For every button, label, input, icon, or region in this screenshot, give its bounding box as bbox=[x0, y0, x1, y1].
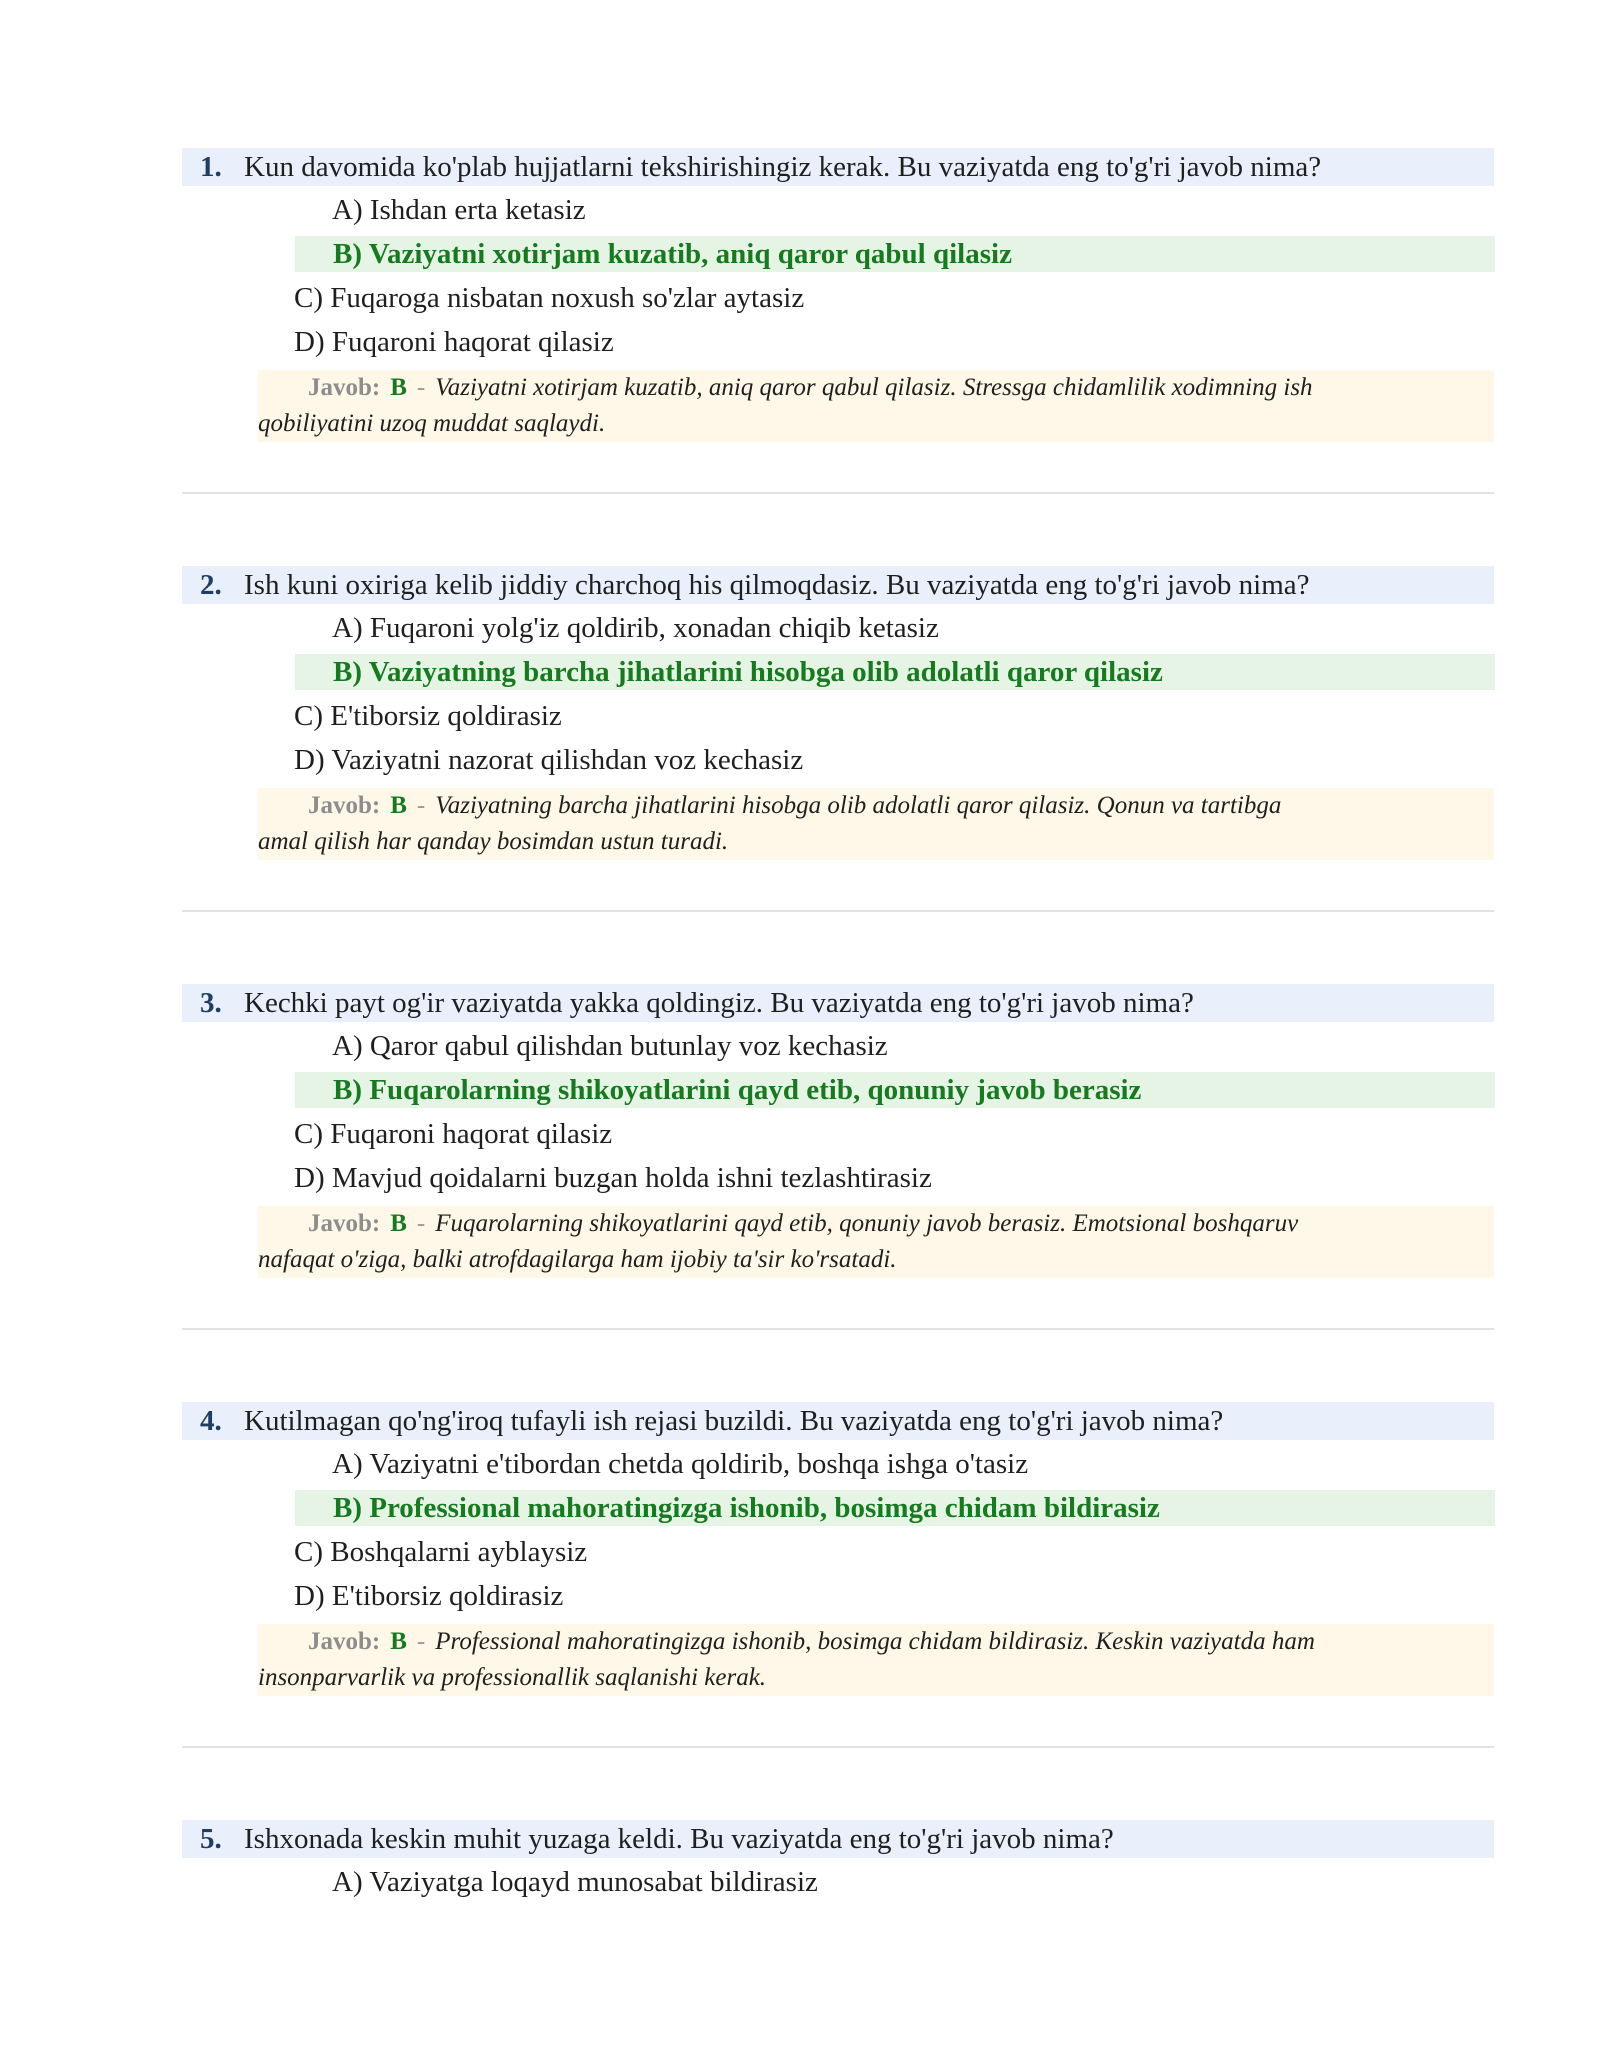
answer-line-2: nafaqat o'ziga, balki atrofdagilarga ham ijobiy ta'sir ko'rsatadi. bbox=[258, 1246, 897, 1273]
answer-text: Vaziyatning barcha jihatlarini hisobga olib adolatli qaror qilasiz. Qonun va tartibga bbox=[435, 792, 1282, 819]
question-divider bbox=[182, 1328, 1494, 1330]
answer-label: Javob: bbox=[308, 792, 381, 819]
question-text: Ish kuni oxiriga kelib jiddiy charchoq his qilmoqdasiz. Bu vaziyatda eng to'g'ri javob nima? bbox=[244, 569, 1310, 601]
answer-label: Javob: bbox=[308, 374, 381, 401]
answer-text: Professional mahoratingizga ishonib, bosimga chidam bildirasiz. Keskin vaziyatda ham bbox=[435, 1628, 1315, 1655]
question-text: Kechki payt og'ir vaziyatda yakka qoldingiz. Bu vaziyatda eng to'g'ri javob nima? bbox=[244, 987, 1194, 1019]
option-b-correct bbox=[295, 1490, 1495, 1526]
answer-label: Javob: bbox=[308, 1210, 381, 1237]
answer-explanation bbox=[258, 370, 1494, 442]
answer-dash: - bbox=[416, 792, 426, 819]
answer-explanation bbox=[258, 1206, 1494, 1278]
question-text: Kutilmagan qo'ng'iroq tufayli ish rejasi buzildi. Bu vaziyatda eng to'g'ri javob nima? bbox=[244, 1405, 1224, 1437]
question-number: 1. bbox=[200, 151, 222, 183]
question-4 bbox=[182, 1402, 1494, 1691]
question-divider bbox=[182, 910, 1494, 912]
question-header bbox=[182, 984, 1494, 1022]
answer-dash: - bbox=[416, 1210, 426, 1237]
answer-dash: - bbox=[416, 374, 426, 401]
question-number: 3. bbox=[200, 987, 222, 1019]
question-5 bbox=[182, 1820, 1494, 1898]
question-text: Kun davomida ko'plab hujjatlarni tekshirishingiz kerak. Bu vaziyatda eng to'g'ri javob nima? bbox=[244, 151, 1322, 183]
answer-text: Vaziyatni xotirjam kuzatib, aniq qaror qabul qilasiz. Stressga chidamlilik xodimning ish bbox=[435, 374, 1313, 401]
question-text: Ishxonada keskin muhit yuzaga keldi. Bu vaziyatda eng to'g'ri javob nima? bbox=[244, 1823, 1114, 1855]
option-c: C) E'tiborsiz qoldirasiz bbox=[294, 700, 562, 732]
answer-dash: - bbox=[416, 1628, 426, 1655]
answer-line-2: insonparvarlik va professionallik saqlanishi kerak. bbox=[258, 1664, 767, 1691]
answer-line-2: amal qilish har qanday bosimdan ustun turadi. bbox=[258, 828, 729, 855]
option-d: D) Fuqaroni haqorat qilasiz bbox=[294, 326, 614, 358]
option-a: A) Qaror qabul qilishdan butunlay voz kechasiz bbox=[332, 1030, 888, 1062]
question-3 bbox=[182, 984, 1494, 1273]
answer-label: Javob: bbox=[308, 1628, 381, 1655]
answer-text: Fuqarolarning shikoyatlarini qayd etib, qonuniy javob berasiz. Emotsional boshqaruv bbox=[435, 1210, 1299, 1237]
option-b-label: B) Vaziyatning barcha jihatlarini hisobga olib adolatli qaror qilasiz bbox=[333, 656, 1163, 688]
question-2 bbox=[182, 566, 1494, 855]
option-d: D) Vaziyatni nazorat qilishdan voz kechasiz bbox=[294, 744, 804, 776]
answer-letter: B bbox=[390, 1210, 407, 1237]
question-header bbox=[182, 1402, 1494, 1440]
answer-line-1 bbox=[308, 370, 1313, 406]
answer-letter: B bbox=[390, 374, 407, 401]
question-divider bbox=[182, 492, 1494, 494]
question-number: 5. bbox=[200, 1823, 222, 1855]
option-c: C) Fuqaroga nisbatan noxush so'zlar aytasiz bbox=[294, 282, 805, 314]
question-number: 4. bbox=[200, 1405, 222, 1437]
option-b-correct bbox=[295, 1072, 1495, 1108]
question-header bbox=[182, 1820, 1494, 1858]
question-header bbox=[182, 148, 1494, 186]
answer-explanation bbox=[258, 788, 1494, 860]
option-b-label: B) Professional mahoratingizga ishonib, bosimga chidam bildirasiz bbox=[333, 1492, 1160, 1524]
option-d: D) Mavjud qoidalarni buzgan holda ishni tezlashtirasiz bbox=[294, 1162, 932, 1194]
option-a: A) Ishdan erta ketasiz bbox=[332, 194, 586, 226]
answer-line-1 bbox=[308, 1624, 1315, 1660]
answer-line-2: qobiliyatini uzoq muddat saqlaydi. bbox=[258, 410, 606, 437]
question-1 bbox=[182, 148, 1494, 437]
option-a: A) Fuqaroni yolg'iz qoldirib, xonadan chiqib ketasiz bbox=[332, 612, 939, 644]
answer-letter: B bbox=[390, 1628, 407, 1655]
answer-line-1 bbox=[308, 1206, 1298, 1242]
answer-explanation bbox=[258, 1624, 1494, 1696]
option-b-correct bbox=[295, 236, 1495, 272]
option-d: D) E'tiborsiz qoldirasiz bbox=[294, 1580, 564, 1612]
option-b-correct bbox=[295, 654, 1495, 690]
question-number: 2. bbox=[200, 569, 222, 601]
question-header bbox=[182, 566, 1494, 604]
option-c: C) Boshqalarni ayblaysiz bbox=[294, 1536, 588, 1568]
option-b-label: B) Vaziyatni xotirjam kuzatib, aniq qaror qabul qilasiz bbox=[333, 238, 1012, 270]
answer-letter: B bbox=[390, 792, 407, 819]
option-c: C) Fuqaroni haqorat qilasiz bbox=[294, 1118, 613, 1150]
option-a: A) Vaziyatni e'tibordan chetda qoldirib, boshqa ishga o'tasiz bbox=[332, 1448, 1029, 1480]
answer-line-1 bbox=[308, 788, 1281, 824]
option-a: A) Vaziyatga loqayd munosabat bildirasiz bbox=[332, 1866, 818, 1898]
question-divider bbox=[182, 1746, 1494, 1748]
option-b-label: B) Fuqarolarning shikoyatlarini qayd etib, qonuniy javob berasiz bbox=[333, 1074, 1142, 1106]
